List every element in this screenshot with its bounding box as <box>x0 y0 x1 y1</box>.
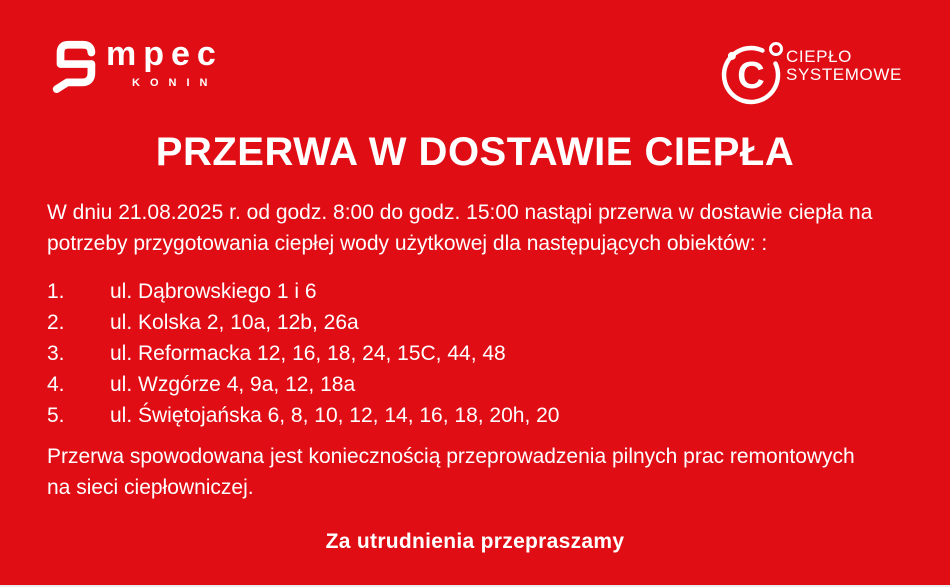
celsius-circle-icon <box>718 36 790 108</box>
systemowe-line: SYSTEMOWE <box>786 64 902 84</box>
list-item-text: ul. Reformacka 12, 16, 18, 24, 15C, 44, 48 <box>110 342 506 365</box>
notice-intro: W dniu 21.08.2025 r. od godz. 8:00 do godz. 15:00 nastąpi przerwa w dostawie ciepła na potrzeby przygotowania ciepłej wody użytkowej dla następujących obiektów: : <box>47 201 873 255</box>
cieplo-systemowe-wordmark <box>786 48 902 83</box>
list-item <box>47 338 907 369</box>
notice-reason: Przerwa spowodowana jest koniecznością przeprowadzenia pilnych prac remontowych na sieci ciepłowniczej. <box>47 445 855 499</box>
cieplo-line: CIEPŁO <box>786 47 852 66</box>
notice-closing: Za utrudnienia przepraszamy <box>325 530 625 553</box>
list-item-text: ul. Wzgórze 4, 9a, 12, 18a <box>110 373 356 396</box>
list-item <box>47 400 907 431</box>
list-item-text: ul. Dąbrowskiego 1 i 6 <box>110 280 317 303</box>
list-item-number: 5. <box>47 404 65 427</box>
mpec-logo-text: mpec <box>106 35 223 73</box>
mpec-logo-subtext: KONIN <box>132 77 218 89</box>
mpec-emblem-icon <box>51 39 99 93</box>
celsius-letter: C <box>737 55 765 97</box>
list-item-text: ul. Kolska 2, 10a, 12b, 26a <box>110 311 359 334</box>
list-item-number: 2. <box>47 311 65 334</box>
list-item-number: 3. <box>47 342 65 365</box>
list-item <box>47 369 907 400</box>
list-item <box>47 307 907 338</box>
cieplo-systemowe-logo <box>718 36 918 110</box>
street-list <box>47 276 907 431</box>
list-item-number: 4. <box>47 373 65 396</box>
list-item-text: ul. Świętojańska 6, 8, 10, 12, 14, 16, 18, 20h, 20 <box>110 404 560 427</box>
mpec-konin-logo <box>48 36 248 94</box>
list-item-number: 1. <box>47 280 65 303</box>
list-item <box>47 276 907 307</box>
notice-title: PRZERWA W DOSTAWIE CIEPŁA <box>155 130 795 174</box>
